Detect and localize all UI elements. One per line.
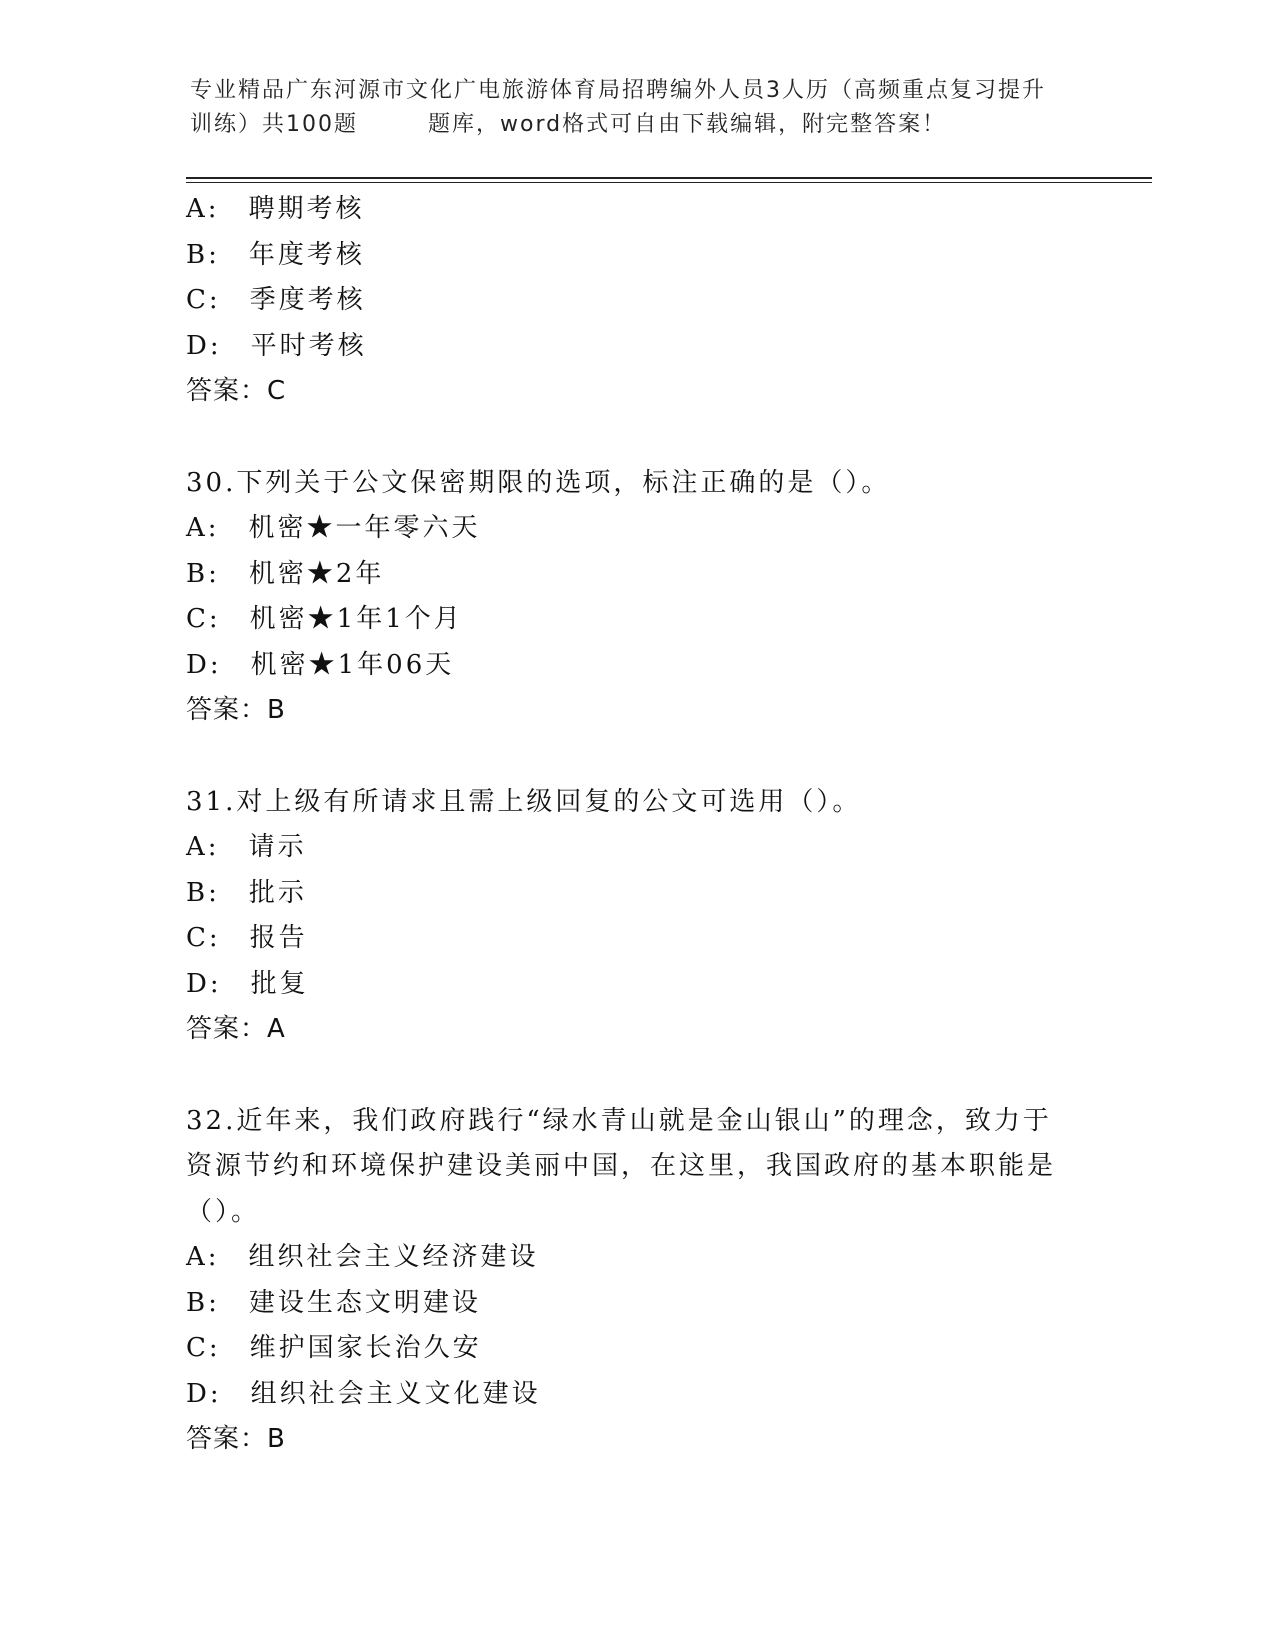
question-block-prev — [186, 187, 1086, 415]
option-b: B: 机密★2年 — [186, 558, 385, 589]
option-a: A: 聘期考核 — [186, 194, 365, 224]
option-a: A: 请示 — [186, 832, 307, 862]
header-line-2-part-b: 题库，word格式可自由下载编辑，附完整答案！ — [428, 112, 947, 137]
document-header — [190, 74, 1090, 142]
question-block-31 — [186, 780, 1086, 1053]
option-a: A: 机密★一年零六天 — [186, 513, 481, 543]
question-stem: 32.近年来，我们政府践行“绿水青山就是金山银山”的理念，致力于资源节约和环境保护建设美丽中国，在这里，我国政府的基本职能是（）。 — [186, 1105, 1057, 1227]
option-d: D: 组织社会主义文化建设 — [186, 1378, 541, 1409]
spacer — [186, 734, 1086, 780]
question-stem: 30.下列关于公文保密期限的选项，标注正确的是（）。 — [186, 467, 891, 498]
header-line-2 — [190, 108, 1090, 142]
option-b: B: 建设生态文明建设 — [186, 1287, 481, 1318]
question-stem: 31.对上级有所请求且需上级回复的公文可选用（）。 — [186, 786, 862, 817]
answer-line: 答案：A — [186, 1014, 286, 1044]
option-d: D: 平时考核 — [186, 330, 367, 361]
question-block-32 — [186, 1099, 1086, 1463]
option-d: D: 批复 — [186, 968, 309, 999]
answer-line: 答案：C — [186, 376, 287, 406]
header-divider-thick — [186, 177, 1152, 179]
option-b: B: 批示 — [186, 877, 307, 908]
question-list — [186, 187, 1086, 1463]
option-b: B: 年度考核 — [186, 239, 365, 270]
question-block-30 — [186, 461, 1086, 734]
option-c: C: 报告 — [186, 923, 308, 953]
spacer — [186, 1053, 1086, 1099]
option-c: C: 季度考核 — [186, 285, 366, 315]
option-c: C: 机密★1年1个月 — [186, 604, 463, 634]
header-line-1: 专业精品广东河源市文化广电旅游体育局招聘编外人员3人历（高频重点复习提升 — [190, 78, 1046, 103]
answer-line: 答案：B — [186, 695, 286, 725]
spacer — [186, 415, 1086, 461]
header-divider-thin — [186, 182, 1152, 183]
option-a: A: 组织社会主义经济建设 — [186, 1242, 539, 1272]
option-c: C: 维护国家长治久安 — [186, 1333, 482, 1363]
answer-line: 答案：B — [186, 1424, 286, 1454]
header-line-2-part-a: 训练）共100题 — [190, 112, 358, 137]
option-d: D: 机密★1年06天 — [186, 649, 455, 680]
